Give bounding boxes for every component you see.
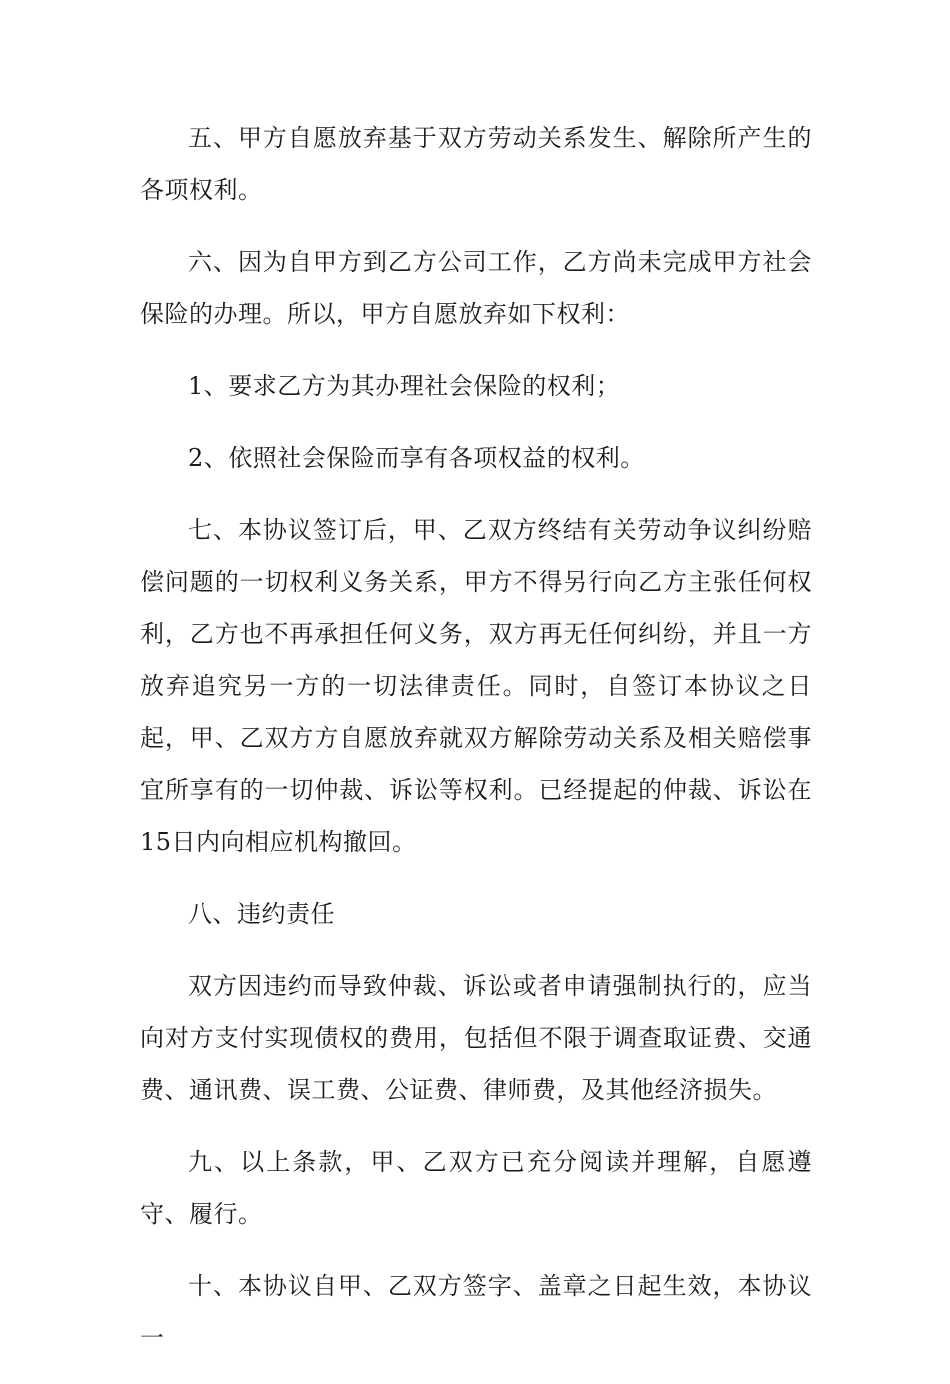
clause-6-item-1: 1、要求乙方为其办理社会保险的权利； (188, 372, 621, 400)
clause-10-paragraph: 十、本协议自甲、乙双方签字、盖章之日起生效，本协议一 (140, 1272, 812, 1352)
clause-8-paragraph: 双方因违约而导致仲裁、诉讼或者申请强制执行的，应当向对方支付实现债权的费用，包括但不限于调查取证费、交通费、通讯费、误工费、公证费、律师费，及其他经济损失。 (140, 972, 812, 1104)
document-body (140, 112, 812, 1384)
clause-9-paragraph: 九、以上条款，甲、乙双方已充分阅读并理解，自愿遵守、履行。 (140, 1148, 812, 1228)
clause-7-paragraph: 七、本协议签订后，甲、乙双方终结有关劳动争议纠纷赔偿问题的一切权利义务关系，甲方不得另行向乙方主张任何权利，乙方也不再承担任何义务，双方再无任何纠纷，并且一方放弃追究另一方的一切法律责任。同时，自签订本协议之日起，甲、乙双方方自愿放弃就双方解除劳动关系及相关赔偿事宜所享有的一切仲裁、诉讼等权利。已经提起的仲裁、诉讼在15日内向相应机构撤回。 (140, 516, 812, 856)
clause-5-paragraph: 五、甲方自愿放弃基于双方劳动关系发生、解除所产生的各项权利。 (140, 124, 812, 204)
clause-6-paragraph: 六、因为自甲方到乙方公司工作，乙方尚未完成甲方社会保险的办理。所以，甲方自愿放弃如下权利： (140, 248, 812, 328)
clause-6-item-2: 2、依照社会保险而享有各项权益的权利。 (188, 444, 645, 472)
clause-8-heading: 八、违约责任 (188, 900, 335, 928)
